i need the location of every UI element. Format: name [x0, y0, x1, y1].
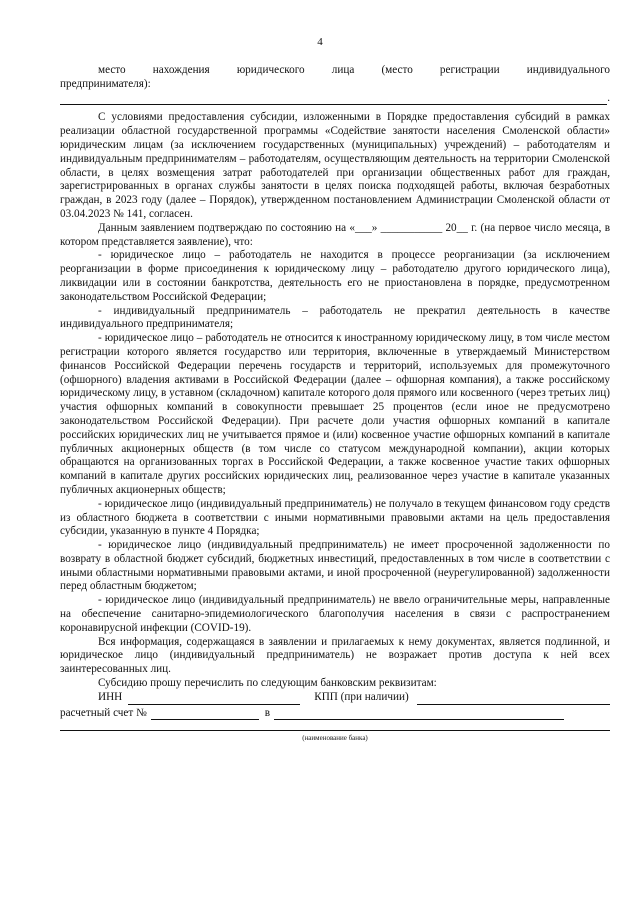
location-word: регистрации: [439, 64, 500, 76]
location-word: место: [98, 64, 126, 76]
confirm-day-blank[interactable]: ___: [354, 221, 372, 234]
in-label: в: [264, 706, 271, 719]
condition-item: - юридическое лицо (индивидуальный предприниматель) не имеет просроченной задолженности по возврату в областной бюджет субсидий, бюджетных инвестиций, предоставленных в том числе в соответствии с иными областными нормативными правовыми актами, и иной просроченной (неурегулированной) задолженности перед областным бюджетом;: [60, 539, 610, 593]
condition-item: - юридическое лицо – работодатель не находится в процессе реорганизации (за исключением реорганизации в форме присоединения к юридическому лицу – работодателю другого юридического лица), ликвидации или в состоянии банкротства, деятельность его не приостановлена в порядке, предусмотренном законодательством Российской Федерации;: [60, 249, 610, 303]
location-end: .: [607, 91, 610, 104]
location-label-line2: предпринимателя):: [60, 77, 151, 90]
page-number: 4: [317, 36, 323, 48]
kpp-label: КПП (при наличии): [314, 690, 409, 703]
bank-name-line[interactable]: [60, 730, 610, 731]
inn-kpp-line: [60, 691, 610, 705]
bank-intro: Субсидию прошу перечислить по следующим банковским реквизитам:: [98, 677, 437, 690]
account-field[interactable]: [151, 708, 259, 720]
confirm-prefix: Данным заявлением подтверждаю по состоянию на «: [98, 221, 355, 234]
account-line: [60, 707, 610, 721]
info-paragraph: Вся информация, содержащаяся в заявлении и прилагаемых к нему документах, является подлинной, и юридическое лицо (индивидуальный предприниматель) не возражает против доступа к ней всех заинтересованных лиц.: [60, 635, 610, 676]
condition-item: - юридическое лицо (индивидуальный предприниматель) не получало в текущем финансовом году средств из областного бюджета в соответствии с иными нормативными правовыми актами на цель предоставления субсидии, указанную в пункте 4 Порядка;: [60, 497, 610, 538]
location-word: лица: [331, 64, 355, 76]
inn-field[interactable]: [128, 693, 300, 705]
location-fill-line[interactable]: [60, 92, 610, 106]
account-label: расчетный счет №: [60, 706, 147, 719]
bank-name-field[interactable]: [274, 708, 564, 720]
condition-item: - юридическое лицо – работодатель не относится к иностранному юридическому лицу, в том числе местом регистрации которого является государство или территория, включенные в утверждаемый Министерством финансов Российской Федерации перечень государств и территорий, используемых для промежуточного (офшорного) владения активами в Российской Федерации (далее – офшорная компания), а также российскому юридическому лицу, в уставном (складочном) капитале которого доля прямого или косвенного (через третьих лиц) участия офшорных компаний в совокупности превышает 25 процентов (если иное не предусмотрено законодательством Российской Федерации). При расчете доли участия офшорных компаний в капитале российских юридических лиц не учитывается прямое и (или) косвенное участие офшорных компаний в капитале публичных акционерных обществ (в том числе со статусом международной компании), акции которых обращаются на организованных торгах в Российской Федерации, а также косвенное участие таких офшорных компаний в капитале других российских юридических лиц, реализованное через участие в капитале указанных публичных акционерных обществ;: [60, 332, 610, 496]
inn-label: ИНН: [98, 690, 123, 703]
bank-name-caption: (наименование банка): [302, 734, 368, 743]
confirm-suffix: » ___________ 20__ г. (на первое число месяца, в котором представляется заявление), что:: [60, 221, 610, 248]
location-word: индивидуального: [526, 64, 610, 76]
condition-item: - индивидуальный предприниматель – работодатель не прекратил деятельность в качестве индивидуального предпринимателя;: [60, 304, 610, 331]
document-body: [60, 64, 610, 746]
location-word: юридического: [236, 64, 305, 76]
location-word: (место: [381, 64, 413, 76]
consent-paragraph: С условиями предоставления субсидии, изложенными в Порядке предоставления субсидий в рамках реализации областной государственной программы «Содействие занятости населения Смоленской области» юридическим лицам (за исключением государственных (муниципальных) учреждений) – работодателям и индивидуальным предпринимателям – работодателям, осуществляющим деятельность на территории Смоленской области, в целях возмещения затрат работодателей при организации общественных работ для граждан, зарегистрированных в органах службы занятости в целях поиска подходящей работы, включая безработных граждан, в 2023 году (далее – Порядок), утвержденном постановлением Администрации Смоленской области от 03.04.2023 № 141, согласен.: [60, 111, 610, 220]
location-word: нахождения: [152, 64, 210, 76]
location-line: [60, 64, 610, 78]
confirm-paragraph: [60, 222, 610, 250]
condition-item: - юридическое лицо (индивидуальный предприниматель) не ввело ограничительные меры, направленные на обеспечение санитарно-эпидемиологического благополучия населения в связи с распространением коронавирусной инфекции (COVID-19).: [60, 594, 610, 634]
kpp-field[interactable]: [417, 693, 610, 705]
